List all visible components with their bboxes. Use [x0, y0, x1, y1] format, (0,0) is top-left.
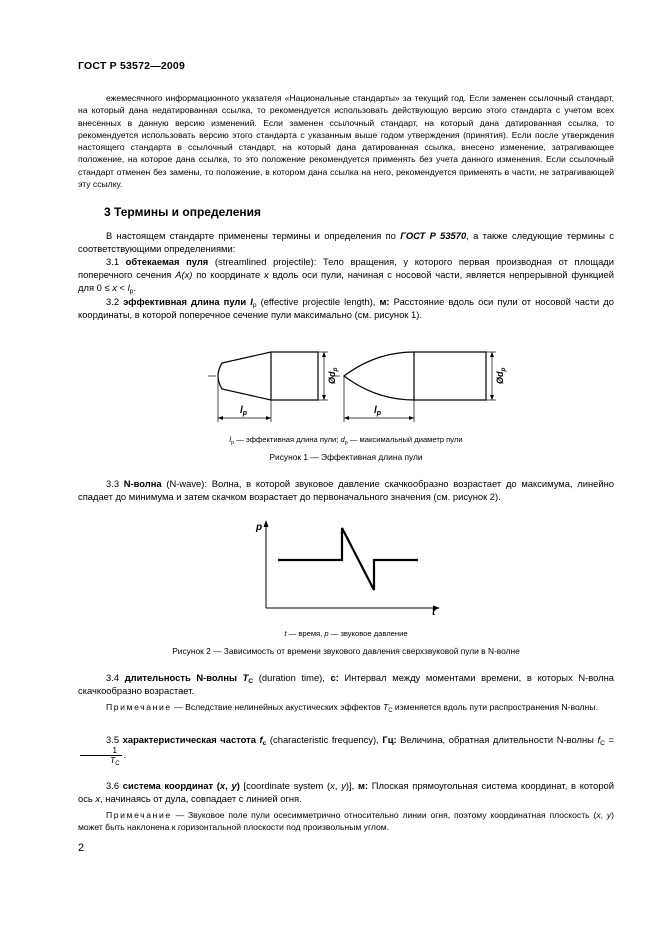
figure-1-label-dp-right: $Ød_p$ [495, 367, 507, 384]
term-english: (N-wave): [161, 478, 212, 489]
term-name: ) [236, 780, 240, 791]
term-definition: Величина, обратная длительности N-волны [396, 734, 598, 745]
figure-2-nwave-graph [254, 518, 444, 616]
term-definition-end: . [123, 749, 127, 761]
term-number: 3.2 [106, 296, 124, 307]
fraction-denominator [80, 755, 122, 768]
figure-2-legend [78, 629, 614, 638]
axis-label-t: t [432, 607, 436, 618]
math-symbol: T [382, 702, 389, 712]
math-subscript: p [231, 440, 235, 446]
note-text: ) может быть наклонена к горизонтальной плоскости под произвольным углом. [78, 810, 614, 833]
note-label: Примечание [106, 810, 172, 820]
term-definition: вдоль оси пули, начиная с носовой части, является непрерывной функцией для 0 ≤ [78, 269, 614, 294]
term-name: характеристическая частота [122, 734, 260, 745]
term-name: , [225, 780, 232, 791]
term-definition: Интервал между моментами времени, в которых N-волна скачкообразно возрастает. [78, 672, 614, 697]
intro-paragraph: ежемесячного информационного указателя «Национальные стандарты» за текущий год. Если заменен ссылочный стандарт, на который дана недатированная ссылка, то рекомендуется использовать действующую версию этого стандарта с учетом всех внесенных в данную версию изменений. Если заменен ссылочный стандарт, на который дана датированная ссылка, то рекомендуется использовать версию этого стандарта с указанным выше годом утверждения (принятия). Если после утверждения настоящего стандарта в ссылочный стандарт, на который дана датированная ссылка, внесено изменение, затрагивающее положение, на которое дана ссылка, то это положение рекомендуется применять без учета данного изменения. Если ссылочный стандарт отменен без замены, то положение, в котором дана ссылка на него, рекомендуется применять в части, не затрагивающей эту ссылку. [78, 93, 614, 190]
section-intro [78, 229, 614, 255]
figure-1-legend [78, 435, 614, 444]
math-symbol: x [330, 780, 335, 791]
document-header: ГОСТ Р 53572—2009 [78, 60, 186, 72]
term-english: (duration time), [253, 672, 331, 683]
fraction [80, 745, 122, 768]
math-symbol: l [229, 435, 232, 444]
term-definition: < [116, 282, 128, 294]
term-3-1 [78, 255, 614, 295]
figure-1-caption: Рисунок 1 — Эффективная длина пули [269, 452, 423, 462]
term-unit: м: [357, 780, 368, 791]
note-dash: — [171, 702, 186, 712]
term-definition: . [133, 282, 136, 294]
term-number: 3.4 [106, 672, 125, 683]
math-symbol: A(x) [175, 269, 193, 281]
figure-1-label-dp-left: $Ød_p$ [327, 367, 339, 384]
nwave-curve [278, 528, 418, 590]
note-text: Вследствие нелинейных акустических эффектов [185, 702, 383, 712]
math-symbol: l [127, 282, 130, 294]
legend-text: — максимальный диаметр пули [347, 435, 463, 444]
section-intro-text-end: , а также следующие термины с соответствующими определениями: [78, 230, 614, 255]
term-english: (effective projectile length), [256, 296, 380, 307]
math-subscript: C [388, 708, 393, 714]
term-3-3 [78, 477, 614, 503]
term-definition: по координате [192, 269, 265, 281]
note-text: , [600, 810, 607, 820]
term-name: обтекаемая пуля [125, 256, 209, 267]
figure-1-label-lp-left: $l_p$ [240, 405, 248, 417]
math-subscript: p [129, 288, 134, 296]
term-number: 3.1 [106, 256, 126, 267]
legend-text: — эффективная длина пули; [234, 435, 341, 444]
math-symbol: x [95, 793, 101, 805]
note-label: Примечание [106, 702, 172, 712]
math-subscript: p [252, 302, 257, 309]
term-definition: Волна, в которой звуковое давление скачкообразно возрастает до максимума, линейно спадает до минимума и затем скачком возрастает до первоначального значения (см. рисунок 2). [78, 478, 614, 503]
term-name: эффективная длина пули [123, 296, 251, 307]
term-definition: , начинаясь от дула, совпадает с линией огня. [100, 793, 302, 805]
term-3-5 [78, 733, 614, 768]
figure-2-caption: Рисунок 2 — Зависимость от времени звукового давления сверхзвуковой пули в N-волне [172, 646, 520, 656]
term-name: длительность N-волны [124, 672, 243, 683]
math-subscript: p [344, 440, 348, 446]
term-definition: Тело вращения, у которого первая производная от площади поперечного сечения [78, 256, 615, 281]
math-symbol: t [284, 629, 287, 638]
math-subscript: c [262, 740, 267, 747]
term-english: )], [345, 780, 358, 791]
term-name: N-волна [123, 478, 162, 489]
note-text: Звуковое поле пули осесимметрично относительно линии огня, поэтому координатная плоскость ( [187, 810, 597, 820]
math-symbol: p [324, 629, 329, 638]
term-number: 3.5 [106, 734, 123, 745]
math-symbol: x [112, 282, 117, 294]
term-number: 3.6 [106, 780, 123, 791]
term-definition: Расстояние вдоль оси пули от носовой части до координаты, в которой поперечное сечение пули максимально (см. рисунок 1). [78, 296, 614, 321]
math-symbol: T [242, 672, 249, 683]
term-english: , [334, 780, 342, 791]
math-symbol: x [596, 810, 601, 820]
term-unit: Гц: [382, 734, 397, 745]
fraction-numerator: 1 [80, 746, 122, 756]
bullet-2-outline [344, 352, 486, 400]
math-symbol: y [231, 780, 237, 791]
term-3-6 [78, 779, 614, 805]
math-symbol: T [110, 755, 116, 766]
math-symbol: f [259, 734, 263, 745]
term-definition: Плоская прямоугольная система координат, в которой ось [78, 780, 614, 805]
term-english: (streamlined projectile): [208, 256, 323, 267]
math-symbol: y [341, 780, 346, 791]
section-title: 3 Термины и определения [104, 205, 262, 219]
equals-sign: = [604, 734, 614, 745]
section-intro-text: В настоящем стандарте применены термины и определения по [106, 230, 401, 241]
note-dash: — [171, 810, 188, 820]
axis-label-p: p [256, 522, 263, 533]
note-2 [78, 809, 614, 834]
term-unit: м: [379, 296, 390, 307]
math-subscript: C [600, 740, 605, 747]
term-number: 3.3 [106, 478, 124, 489]
legend-text: — звуковое давление [328, 629, 408, 638]
math-symbol: f [597, 734, 601, 745]
math-symbol: x [219, 780, 226, 791]
math-symbol: y [606, 810, 612, 820]
term-name: система координат ( [122, 780, 220, 791]
math-symbol: x [264, 269, 269, 281]
term-english: (characteristic frequency), [266, 734, 383, 745]
note-text: изменяется вдоль пути распространения N-волны. [392, 702, 598, 712]
math-symbol: d [340, 435, 345, 444]
legend-text: — время, [286, 629, 325, 638]
math-symbol: l [250, 296, 253, 307]
figure-1-bullet-diagram [196, 340, 506, 440]
note-1 [78, 701, 614, 713]
term-english: [coordinate system ( [239, 780, 331, 791]
standard-reference: ГОСТ Р 53570 [400, 230, 467, 241]
term-3-2 [78, 295, 614, 321]
math-subscript: C [115, 761, 120, 768]
term-unit: с: [330, 672, 339, 683]
term-3-4 [78, 671, 614, 697]
figure-1-label-lp-right: $l_p$ [374, 405, 382, 417]
page-number: 2 [78, 842, 85, 854]
math-subscript: C [248, 678, 254, 685]
bullet-1-outline [218, 352, 318, 400]
